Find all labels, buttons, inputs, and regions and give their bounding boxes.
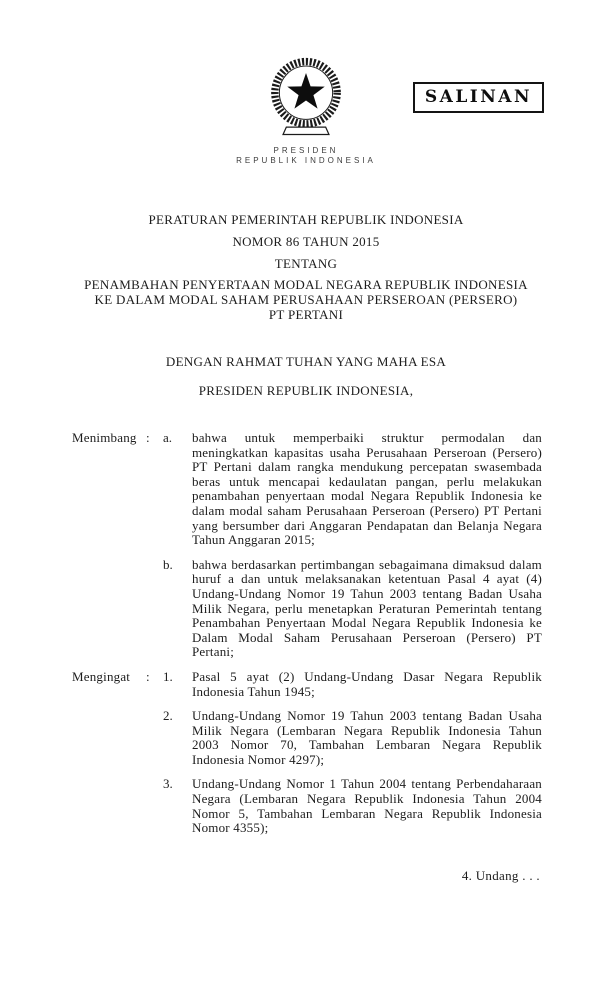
mengingat-label: Mengingat bbox=[72, 668, 131, 684]
subject-line-2: KE DALAM MODAL SAHAM PERUSAHAAN PERSEROAN (PERSERO) bbox=[94, 292, 518, 307]
regulation-title: PERATURAN PEMERINTAH REPUBLIK INDONESIA bbox=[148, 212, 464, 227]
title-block bbox=[0, 212, 612, 322]
item-marker: b. bbox=[163, 556, 173, 572]
issuer-line: PRESIDEN REPUBLIK INDONESIA, bbox=[198, 383, 414, 398]
item-text: bahwa untuk memperbaiki struktur permodalan dan meningkatkan kapasitas usaha Perusahaan Perseroan (Persero) PT Pertani dalam rangka mendukung percepatan swasembada beras untuk mencapai kedaulatan pangan, perlu melakukan penambahan penyertaan modal Negara Republik Indonesia ke dalam modal saham Perusahaan Perseroan (Persero) PT Pertani yang bersumber dari Anggaran Pendapatan dan Belanja Negara Tahun Anggaran 2015; bbox=[192, 430, 542, 548]
tentang-label: TENTANG bbox=[274, 256, 338, 271]
item-marker: 1. bbox=[163, 668, 173, 684]
salinan-label: SALINAN bbox=[424, 87, 532, 107]
regulation-subject bbox=[0, 277, 612, 322]
menimbang-separator: : bbox=[146, 430, 150, 445]
mengingat-separator: : bbox=[146, 668, 150, 684]
menimbang-item-a bbox=[72, 431, 542, 548]
item-marker: 3. bbox=[163, 776, 173, 792]
page-catchword: 4. Undang . . . bbox=[461, 867, 540, 883]
item-marker: a. bbox=[163, 430, 173, 445]
letterhead-republik-indonesia: REPUBLIK INDONESIA bbox=[236, 156, 376, 165]
item-text: Pasal 5 ayat (2) Undang-Undang Dasar Negara Republik Indonesia Tahun 1945; bbox=[192, 668, 542, 699]
menimbang-item-b bbox=[72, 558, 542, 660]
letterhead-caption bbox=[0, 146, 612, 166]
item-text: Undang-Undang Nomor 19 Tahun 2003 tentang Badan Usaha Milik Negara (Lembaran Negara Republik Indonesia Tahun 2003 Nomor 70, Tambahan Lembaran Negara Republik Indonesia Nomor 4297); bbox=[192, 708, 542, 767]
item-text: bahwa berdasarkan pertimbangan sebagaimana dimaksud dalam huruf a dan untuk melaksanakan ketentuan Pasal 4 ayat (4) Undang-Undang Nomor 19 Tahun 2003 tentang Badan Usaha Milik Negara, perlu menetapkan Peraturan Pemerintah tentang Penambahan Penyertaan Modal Negara Republik Indonesia ke Dalam Modal Saham Perusahaan Perseroan (Persero) PT Pertani; bbox=[192, 556, 542, 660]
mengingat-item-2 bbox=[72, 709, 542, 767]
presidential-star-wreath-emblem-icon bbox=[265, 52, 347, 140]
regulation-number: NOMOR 86 TAHUN 2015 bbox=[232, 234, 380, 249]
item-marker: 2. bbox=[163, 708, 173, 724]
invocation-line: DENGAN RAHMAT TUHAN YANG MAHA ESA bbox=[165, 354, 447, 369]
mengingat-item-3 bbox=[72, 777, 542, 835]
letterhead-presiden: PRESIDEN bbox=[273, 146, 339, 155]
menimbang-label: Menimbang bbox=[72, 430, 137, 445]
salinan-stamp bbox=[413, 82, 544, 113]
mengingat-item-1 bbox=[72, 670, 542, 699]
subject-line-3: PT PERTANI bbox=[268, 307, 344, 322]
subject-line-1: PENAMBAHAN PENYERTAAN MODAL NEGARA REPUBLIK INDONESIA bbox=[84, 277, 528, 292]
item-text: Undang-Undang Nomor 1 Tahun 2004 tentang Perbendaharaan Negara (Lembaran Negara Republik Indonesia Tahun 2004 Nomor 5, Tambahan Lembaran Negara Republik Indonesia Nomor 4355); bbox=[192, 776, 542, 836]
regulation-body bbox=[0, 431, 612, 836]
